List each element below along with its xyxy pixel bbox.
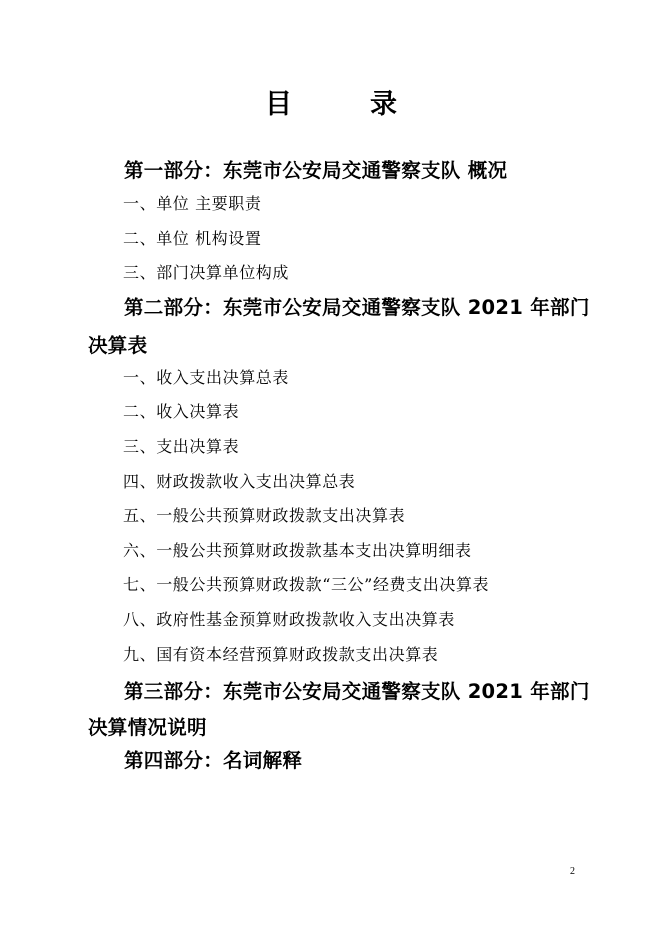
- toc-part-1-item-2: 二、单位 机构设置: [123, 229, 262, 248]
- title-char-1: 目: [265, 89, 292, 120]
- toc-part-2-item-2: 二、收入决算表: [123, 402, 240, 421]
- toc-part-2-item-9: 九、国有资本经营预算财政拨款支出决算表: [123, 645, 439, 664]
- toc-part-2-item-5: 五、一般公共预算财政拨款支出决算表: [123, 506, 406, 525]
- toc-part-2-item-4: 四、财政拨款收入支出决算总表: [123, 472, 356, 491]
- toc-part-2-item-1: 一、收入支出决算总表: [123, 368, 290, 387]
- toc-part-2-title-line-1: 第二部分：东莞市公安局交通警察支队 2021 年部门: [124, 296, 590, 319]
- toc-part-4-title: 第四部分：名词解释: [124, 749, 303, 772]
- toc-part-2-item-3: 三、支出决算表: [123, 437, 240, 456]
- toc-part-3-title-line-1: 第三部分：东莞市公安局交通警察支队 2021 年部门: [124, 680, 590, 703]
- toc-part-1-title: 第一部分：东莞市公安局交通警察支队 概况: [124, 159, 508, 182]
- toc-part-2-title-line-2: 决算表: [88, 334, 148, 357]
- toc-part-2-item-8: 八、政府性基金预算财政拨款收入支出决算表: [123, 610, 456, 629]
- page-title: [0, 82, 662, 121]
- toc-part-3-title-line-2: 决算情况说明: [88, 716, 207, 739]
- toc-part-1-item-1: 一、单位 主要职责: [123, 194, 262, 213]
- toc-part-2-item-6: 六、一般公共预算财政拨款基本支出决算明细表: [123, 541, 472, 560]
- toc-part-2-item-7: 七、一般公共预算财政拨款“三公”经费支出决算表: [123, 575, 490, 594]
- title-char-2: 录: [370, 89, 397, 120]
- toc-part-1-item-3: 三、部门决算单位构成: [123, 263, 290, 282]
- page-number: 2: [570, 866, 575, 877]
